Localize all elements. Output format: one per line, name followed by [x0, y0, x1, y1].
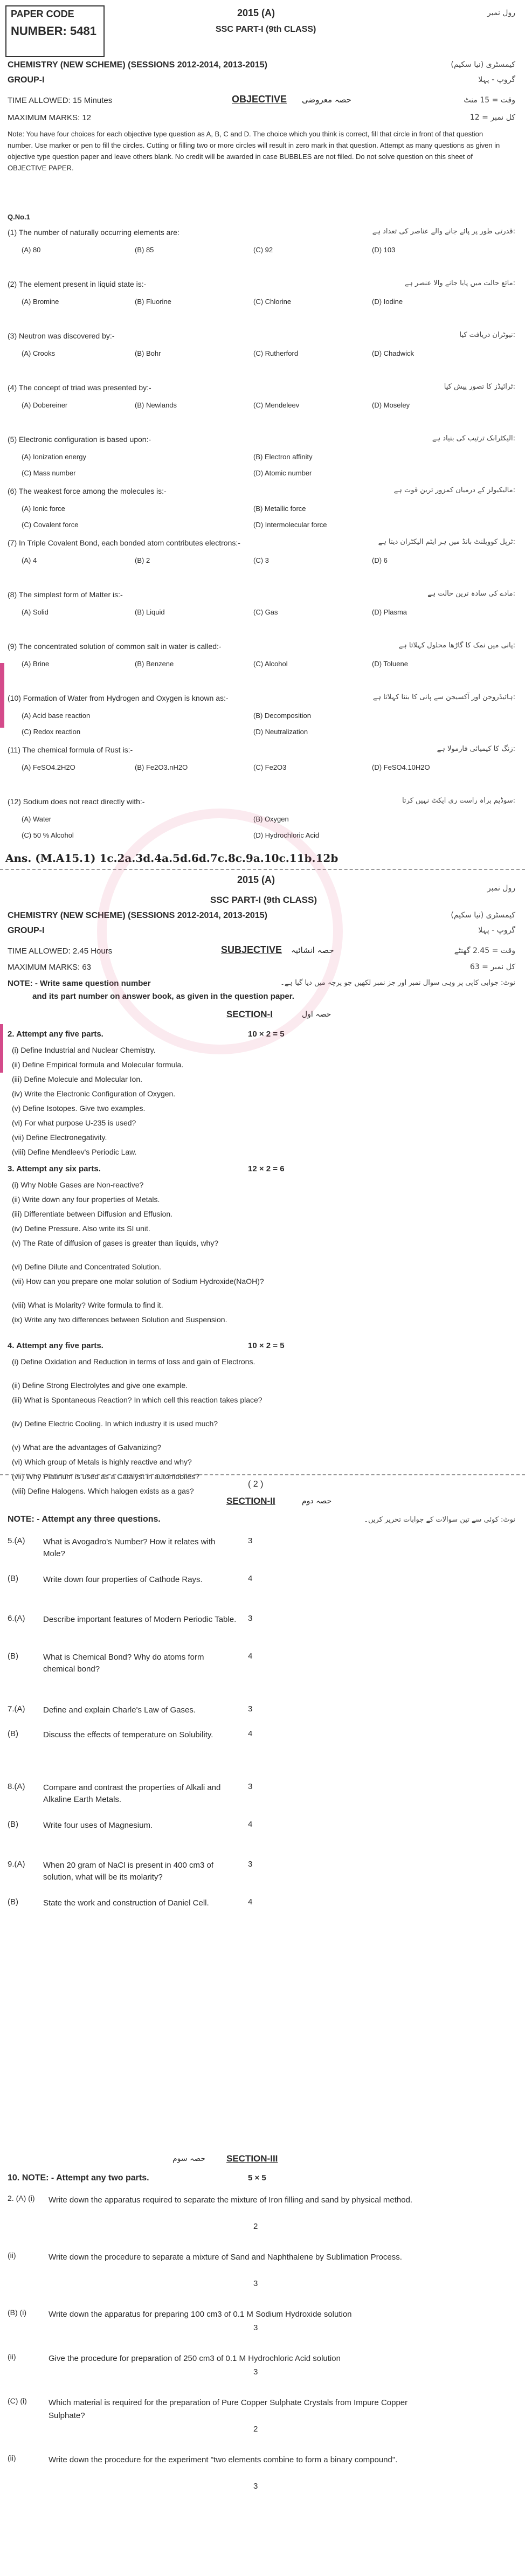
practical-text: Give the procedure for preparation of 250 cm3 of 0.1 M Hydrochloric Acid solution [49, 2354, 341, 2363]
short-question-item: (ii) Write down any four properties of Metals. [12, 1195, 160, 1204]
marks-urdu: کل نمبر = 12 [469, 113, 515, 122]
long-question-number: 9.(A) [8, 1860, 25, 1869]
mcq-question-urdu: نیوٹران دریافت کیا: [459, 331, 515, 339]
mcq-option: (A) 4 [22, 556, 37, 564]
practical-text: Write down the procedure to separate a mixture of Sand and Naphthalene by Sublimation Process. [49, 2253, 402, 2262]
short-question-item: (viii) What is Molarity? Write formula to find it. [12, 1301, 163, 1309]
objective-note: Note: You have four choices for each objective type question as A, B, C and D. The choice which you think is correct, fill that circle in front of that question number. Use marker or pen to fill the circles. Cutting or filling two or more circles will result in zero mark in that question. Attempt as many questions as given in objective type question paper and leave others blank. No credit will be awarded in case BUBBLES are not filled. Do not solve question on this sheet of OBJECTIVE PAPER. [8, 130, 500, 172]
mcq-question: (3) Neutron was discovered by:- [8, 332, 115, 340]
class-line: SSC PART-I (9th CLASS) [216, 25, 316, 34]
mcq-option: (B) Newlands [135, 401, 177, 409]
paper-code-box [5, 5, 105, 57]
subjective-roll-urdu: رول نمبر [487, 884, 515, 893]
practical-marks: 2 [253, 2425, 258, 2434]
short-question-marks: 10 × 2 = 5 [248, 1341, 285, 1350]
subjective-subject: CHEMISTRY (NEW SCHEME) (SESSIONS 2012-2014, 2013-2015) [8, 911, 267, 920]
short-question-item: (ix) Write any two differences between Solution and Suspension. [12, 1315, 227, 1324]
short-question-item: (iii) What is Spontaneous Reaction? In which cell this reaction takes place? [12, 1396, 262, 1404]
section-2-urdu: حصہ دوم [302, 1497, 332, 1505]
mcq-option: (B) Decomposition [253, 712, 311, 720]
mcq-question: (12) Sodium does not react directly with:- [8, 797, 145, 806]
watermark-seal [97, 809, 343, 1054]
short-question-item: (i) Why Noble Gases are Non-reactive? [12, 1180, 144, 1189]
long-question-marks: 4 [248, 1729, 253, 1738]
section-2-title: SECTION-II [226, 1496, 275, 1506]
short-question-item: (v) Define Isotopes. Give two examples. [12, 1104, 146, 1113]
paper-code-label: PAPER CODE [11, 9, 74, 19]
mcq-question-urdu: ہائیڈروجن اور آکسیجن سے پانی کا بننا کہلاتا ہے: [372, 693, 515, 701]
subjective-time-urdu: وقت = 2.45 گھنٹے [454, 947, 515, 955]
long-question-number: (B) [8, 1820, 18, 1829]
subjective-max-marks: MAXIMUM MARKS: 63 [8, 963, 92, 972]
section-2-note-urdu: نوٹ: کوئی سے تین سوالات کے جوابات تحریر کریں۔ [364, 1516, 515, 1524]
mcq-option: (A) FeSO4.2H2O [22, 763, 75, 771]
long-question-number: (B) [8, 1729, 18, 1738]
subjective-group-urdu: گروپ - پہلا [478, 926, 515, 935]
time-urdu: وقت = 15 منٹ [464, 96, 515, 105]
short-question-heading: 2. Attempt any five parts. [8, 1030, 103, 1039]
mcq-option: (B) Liquid [135, 608, 165, 616]
long-question-number: 8.(A) [8, 1782, 25, 1791]
section-3-note: 10. NOTE: - Attempt any two parts. [8, 2173, 149, 2183]
mcq-option: (C) Mass number [22, 469, 76, 477]
subjective-marks-urdu: کل نمبر = 63 [469, 963, 515, 971]
mcq-option: (A) Solid [22, 608, 49, 616]
mcq-question-urdu: الیکٹرانک ترتیب کی بنیاد ہے: [432, 434, 515, 443]
group-urdu: گروپ - پہلا [478, 75, 515, 84]
short-question-marks: 10 × 2 = 5 [248, 1030, 285, 1039]
mcq-option: (A) Dobereiner [22, 401, 68, 409]
mcq-option: (B) Bohr [135, 349, 161, 357]
practical-number: 2. (A) (i) [8, 2194, 35, 2202]
subjective-group: GROUP-I [8, 926, 45, 935]
short-question-item: (iv) Define Pressure. Also write its SI unit. [12, 1224, 150, 1233]
short-question-item: (vii) Why Platinum is used as a Catalyst in automobiles? [12, 1472, 199, 1481]
long-question-marks: 4 [248, 1574, 253, 1583]
long-question-marks: 3 [248, 1704, 253, 1714]
long-question-text: Define and explain Charle's Law of Gases. [43, 1705, 196, 1715]
short-question-item: (iv) Define Electric Cooling. In which industry it is used much? [12, 1419, 218, 1428]
short-question-item: (iii) Define Molecule and Molecular Ion. [12, 1075, 142, 1083]
short-question-item: (v) The Rate of diffusion of gases is greater than liquids, why? [12, 1239, 219, 1247]
mcq-question-urdu: مائع حالت میں پایا جانے والا عنصر ہے: [404, 279, 515, 287]
mcq-option: (D) Chadwick [372, 349, 415, 357]
short-question-item: (iv) Write the Electronic Configuration of Oxygen. [12, 1089, 176, 1098]
mcq-option: (B) Fluorine [135, 298, 171, 306]
long-question-marks: 3 [248, 1860, 253, 1869]
practical-text: Write down the apparatus required to separate the mixture of Iron filling and sand by physical method. [49, 2195, 413, 2205]
mcq-question-urdu: ٹرائیڈز کا تصور پیش کیا: [444, 383, 515, 391]
practical-marks: 3 [253, 2323, 258, 2332]
short-question-item: (vi) Define Dilute and Concentrated Solution. [12, 1262, 162, 1271]
long-question-marks: 4 [248, 1652, 253, 1661]
long-question-number: 7.(A) [8, 1704, 25, 1714]
long-question-text: State the work and construction of Daniel Cell. [43, 1898, 209, 1908]
subject-line: CHEMISTRY (NEW SCHEME) (SESSIONS 2012-2014, 2013-2015) [8, 60, 267, 70]
practical-number: (ii) [8, 2251, 16, 2260]
mcq-option: (D) 6 [372, 556, 388, 564]
mcq-question-urdu: مالیکیولز کے درمیان کمزور ترین قوت ہے: [393, 486, 515, 494]
mcq-option: (C) Alcohol [253, 660, 288, 668]
mcq-option: (D) Neutralization [253, 728, 308, 736]
answer-key: Ans. (M.A15.1) 1c.2a.3d.4a.5d.6d.7c.8c.9a.10c.11b.12b [5, 852, 339, 865]
mcq-option: (A) Brine [22, 660, 50, 668]
mcq-question: (10) Formation of Water from Hydrogen and Oxygen is known as:- [8, 694, 229, 702]
objective-title: OBJECTIVE [232, 94, 287, 105]
section-3-title: SECTION-III [226, 2153, 278, 2164]
long-question-text: Write down four properties of Cathode Rays. [43, 1575, 203, 1584]
practical-number: (ii) [8, 2454, 16, 2462]
short-question-item: (i) Define Oxidation and Reduction in terms of loss and gain of Electrons. [12, 1357, 255, 1366]
long-question-text: Write four uses of Magnesium. [43, 1821, 153, 1830]
mcq-option: (A) Ionization energy [22, 453, 86, 461]
mcq-option: (D) Plasma [372, 608, 407, 616]
long-question-number: 6.(A) [8, 1614, 25, 1623]
long-question-text: Describe important features of Modern Periodic Table. [43, 1615, 237, 1624]
practical-text: Write down the procedure for the experiment "two elements combine to form a binary compound". [49, 2455, 398, 2464]
mcq-question-urdu: سوڈیم براہ راست ری ایکٹ نہیں کرتا: [402, 797, 515, 805]
long-question-text: When 20 gram of NaCl is present in 400 cm3 of solution, what will be its molarity? [43, 1861, 213, 1882]
long-question-text: What is Chemical Bond? Why do atoms form chemical bond? [43, 1653, 204, 1674]
margin-mark [0, 663, 4, 728]
paper-number: NUMBER: 5481 [11, 24, 96, 38]
mcq-option: (B) Electron affinity [253, 453, 313, 461]
mcq-question-urdu: قدرتی طور پر پائے جانے والے عناصر کی تعداد ہے: [372, 227, 515, 236]
long-question-number: 5.(A) [8, 1536, 25, 1545]
mcq-option: (A) Ionic force [22, 505, 65, 513]
mcq-option: (C) Chlorine [253, 298, 292, 306]
practical-marks: 2 [253, 2222, 258, 2231]
divider [0, 1474, 525, 1475]
practical-marks: 3 [253, 2482, 258, 2491]
mcq-option: (C) Mendeleev [253, 401, 300, 409]
year-label: 2015 (A) [237, 8, 275, 18]
mcq-option: (D) FeSO4.10H2O [372, 763, 430, 771]
section-1-urdu: حصہ اول [302, 1010, 331, 1019]
page-number: ( 2 ) [248, 1480, 264, 1489]
mcq-option: (B) Benzene [135, 660, 174, 668]
mcq-option: (C) Rutherford [253, 349, 299, 357]
subjective-time: TIME ALLOWED: 2.45 Hours [8, 947, 113, 956]
short-question-item: (vii) Define Electronegativity. [12, 1133, 107, 1142]
long-question-number: (B) [8, 1897, 18, 1907]
mcq-question: (4) The concept of triad was presented by:- [8, 383, 151, 392]
margin-mark [0, 1024, 3, 1073]
mcq-option: (D) Intermolecular force [253, 521, 327, 529]
long-question-text: What is Avogadro's Number? How it relates with Mole? [43, 1537, 216, 1558]
time-allowed: TIME ALLOWED: 15 Minutes [8, 96, 113, 105]
practical-marks: 3 [253, 2279, 258, 2288]
mcq-option: (B) Oxygen [253, 815, 289, 823]
mcq-question-urdu: ٹرپل کوویلنٹ بانڈ میں ہر ایٹم الیکٹران دیتا ہے: [378, 538, 515, 546]
section-3-urdu: حصہ سوم [172, 2154, 206, 2163]
mcq-option: (C) 50 % Alcohol [22, 831, 74, 839]
practical-number: (C) (i) [8, 2397, 27, 2405]
q1-label: Q.No.1 [8, 213, 30, 221]
mcq-option: (D) 103 [372, 246, 396, 254]
mcq-option: (C) 3 [253, 556, 269, 564]
mcq-option: (D) Toluene [372, 660, 408, 668]
long-question-marks: 3 [248, 1536, 253, 1545]
roll-number-urdu: رول نمبر [487, 9, 515, 17]
mcq-question: (2) The element present in liquid state is:- [8, 280, 147, 288]
long-question-number: (B) [8, 1574, 18, 1583]
practical-text: Write down the apparatus for preparing 100 cm3 of 0.1 M Sodium Hydroxide solution [49, 2310, 352, 2319]
subjective-note-1: NOTE: - Write same question number [8, 979, 151, 988]
subject-urdu: کیمسٹری (نیا سکیم) [451, 60, 515, 69]
mcq-option: (D) Moseley [372, 401, 410, 409]
mcq-question: (5) Electronic configuration is based upon:- [8, 435, 151, 444]
mcq-question: (11) The chemical formula of Rust is:- [8, 745, 133, 754]
mcq-option: (A) Bromine [22, 298, 59, 306]
subjective-note-urdu: نوٹ: جوابی کاپی پر وہی سوال نمبر اور جز نمبر لکھیں جو پرچہ میں دیا گیا ہے۔ [280, 979, 515, 987]
short-question-heading: 4. Attempt any five parts. [8, 1341, 103, 1350]
mcq-option: (B) Metallic force [253, 505, 306, 513]
mcq-option: (D) Iodine [372, 298, 403, 306]
mcq-option: (C) 92 [253, 246, 273, 254]
short-question-item: (viii) Define Mendleev's Periodic Law. [12, 1148, 137, 1156]
mcq-option: (B) 2 [135, 556, 150, 564]
mcq-option: (B) Fe2O3.nH2O [135, 763, 188, 771]
long-question-marks: 4 [248, 1820, 253, 1829]
mcq-question: (9) The concentrated solution of common salt in water is called:- [8, 642, 222, 651]
short-question-item: (vi) For what purpose U-235 is used? [12, 1118, 136, 1127]
section-2-note: NOTE: - Attempt any three questions. [8, 1515, 161, 1524]
long-question-text: Compare and contrast the properties of Alkali and Alkaline Earth Metals. [43, 1783, 221, 1804]
mcq-option: (C) Gas [253, 608, 278, 616]
long-question-number: (B) [8, 1652, 18, 1661]
subjective-title-urdu: حصہ انشائیہ [291, 945, 334, 955]
practical-number: (ii) [8, 2352, 16, 2361]
long-question-marks: 3 [248, 1614, 253, 1623]
short-question-item: (vi) Which group of Metals is highly reactive and why? [12, 1458, 192, 1466]
max-marks: MAXIMUM MARKS: 12 [8, 113, 92, 122]
mcq-option: (A) 80 [22, 246, 41, 254]
group-label: GROUP-I [8, 75, 45, 85]
subjective-note-2: and its part number on answer book, as given in the question paper. [32, 992, 294, 1001]
short-question-item: (viii) Define Halogens. Which halogen exists as a gas? [12, 1487, 194, 1495]
mcq-question: (6) The weakest force among the molecules is:- [8, 487, 167, 495]
subjective-title: SUBJECTIVE [221, 944, 282, 955]
section-3-marks: 5 × 5 [248, 2173, 266, 2183]
short-question-item: (ii) Define Empirical formula and Molecular formula. [12, 1060, 184, 1069]
long-question-marks: 4 [248, 1897, 253, 1907]
mcq-question: (1) The number of naturally occurring elements are: [8, 228, 179, 237]
subjective-subject-urdu: کیمسٹری (نیا سکیم) [451, 911, 515, 920]
short-question-marks: 12 × 2 = 6 [248, 1164, 285, 1173]
practical-text: Which material is required for the preparation of Pure Copper Sulphate Crystals from Impure Copper Sulphate? [49, 2398, 408, 2420]
subjective-class: SSC PART-I (9th CLASS) [210, 895, 317, 905]
mcq-question-urdu: زنگ کا کیمیائی فارمولا ہے: [437, 745, 515, 753]
practical-marks: 3 [253, 2367, 258, 2377]
mcq-question: (7) In Triple Covalent Bond, each bonded atom contributes electrons:- [8, 538, 240, 547]
mcq-option: (A) Crooks [22, 349, 56, 357]
section-1-title: SECTION-I [226, 1009, 273, 1019]
subjective-year: 2015 (A) [237, 874, 275, 885]
mcq-option: (C) Fe2O3 [253, 763, 287, 771]
mcq-question-urdu: مادے کی سادہ ترین حالت ہے: [427, 590, 515, 598]
long-question-marks: 3 [248, 1782, 253, 1791]
mcq-option: (C) Redox reaction [22, 728, 81, 736]
mcq-question: (8) The simplest form of Matter is:- [8, 590, 123, 599]
mcq-option: (A) Acid base reaction [22, 712, 91, 720]
short-question-heading: 3. Attempt any six parts. [8, 1164, 101, 1173]
short-question-item: (iii) Differentiate between Diffusion and Effusion. [12, 1210, 173, 1218]
mcq-option: (C) Covalent force [22, 521, 79, 529]
short-question-item: (ii) Define Strong Electrolytes and give one example. [12, 1381, 188, 1390]
mcq-option: (B) 85 [135, 246, 154, 254]
mcq-option: (D) Hydrochloric Acid [253, 831, 320, 839]
short-question-item: (i) Define Industrial and Nuclear Chemistry. [12, 1046, 156, 1054]
mcq-option: (A) Water [22, 815, 52, 823]
mcq-option: (D) Atomic number [253, 469, 312, 477]
mcq-question-urdu: پانی میں نمک کا گاڑھا محلول کہلاتا ہے: [398, 641, 515, 650]
long-question-text: Discuss the effects of temperature on Solubility. [43, 1730, 213, 1739]
objective-urdu: حصہ معروضی [302, 95, 351, 105]
practical-number: (B) (i) [8, 2308, 26, 2317]
short-question-item: (v) What are the advantages of Galvanizing? [12, 1443, 162, 1452]
short-question-item: (vii) How can you prepare one molar solution of Sodium Hydroxide(NaOH)? [12, 1277, 264, 1286]
